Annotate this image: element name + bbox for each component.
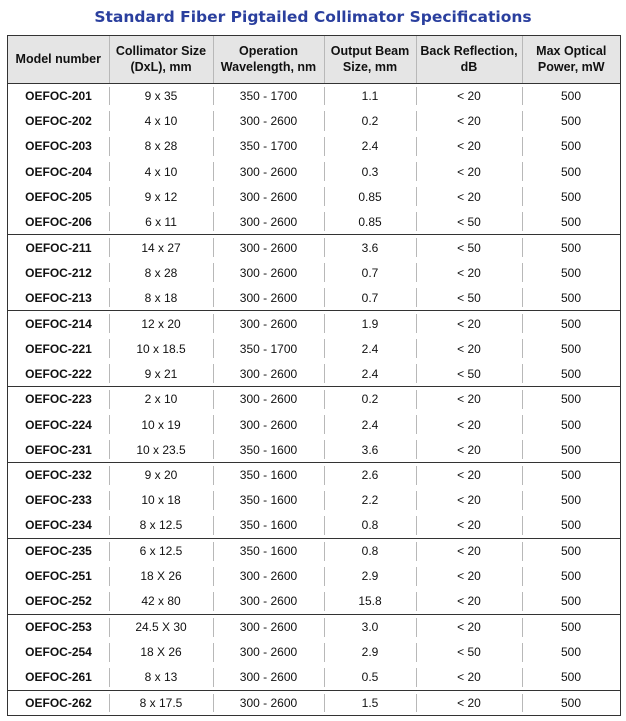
table-header	[8, 36, 620, 83]
collimator-size-cell: 10 x 19	[109, 412, 213, 437]
optical-power-cell: 500	[522, 285, 620, 310]
model-number-cell: OEFOC-262	[25, 696, 92, 711]
header-beam-line1: Output Beam	[330, 44, 410, 59]
optical-power-cell: 500	[522, 235, 620, 260]
wavelength-cell: 300 - 2600	[213, 209, 324, 234]
wavelength-cell: 300 - 2600	[213, 108, 324, 133]
table-row	[8, 134, 620, 159]
table-row	[8, 640, 620, 665]
back-reflection-cell: < 20	[416, 690, 522, 715]
beam-size-cell: 2.4	[324, 412, 416, 437]
model-number-cell: OEFOC-224	[25, 417, 92, 432]
header-wavelength-line2: Wavelength, nm	[220, 60, 317, 75]
model-number-cell: OEFOC-205	[25, 189, 92, 204]
table-row	[8, 614, 620, 639]
wavelength-cell: 300 - 2600	[213, 665, 324, 690]
model-number-cell: OEFOC-202	[25, 113, 92, 128]
back-reflection-cell: < 20	[416, 437, 522, 462]
wavelength-cell: 300 - 2600	[213, 285, 324, 310]
collimator-size-cell: 2 x 10	[109, 387, 213, 412]
specifications-table	[8, 36, 620, 715]
collimator-size-cell: 9 x 20	[109, 462, 213, 487]
optical-power-cell: 500	[522, 336, 620, 361]
collimator-size-cell: 8 x 28	[109, 260, 213, 285]
collimator-size-cell: 8 x 13	[109, 665, 213, 690]
model-number-cell: OEFOC-221	[25, 341, 92, 356]
table-row	[8, 387, 620, 412]
collimator-size-cell: 10 x 18.5	[109, 336, 213, 361]
wavelength-cell: 300 - 2600	[213, 260, 324, 285]
optical-power-cell: 500	[522, 589, 620, 614]
wavelength-cell: 350 - 1700	[213, 134, 324, 159]
table-row	[8, 235, 620, 260]
model-number-cell: OEFOC-254	[25, 645, 92, 660]
model-number-cell: OEFOC-252	[8, 589, 109, 614]
wavelength-cell: 300 - 2600	[213, 387, 324, 412]
beam-size-cell: 2.9	[324, 564, 416, 589]
table-row	[8, 589, 620, 614]
collimator-size-cell: 9 x 21	[109, 361, 213, 386]
collimator-size-cell: 18 X 26	[109, 640, 213, 665]
table-row	[8, 108, 620, 133]
model-number-cell: OEFOC-231	[8, 437, 109, 462]
collimator-size-cell: 12 x 20	[109, 311, 213, 336]
beam-size-cell: 1.5	[324, 690, 416, 715]
optical-power-cell: 500	[522, 564, 620, 589]
model-number-cell: OEFOC-232	[25, 468, 92, 483]
wavelength-cell: 300 - 2600	[213, 311, 324, 336]
header-size-line1: Collimator Size	[115, 44, 207, 59]
model-number-cell: OEFOC-211	[25, 240, 92, 255]
table-row	[8, 665, 620, 690]
table-row	[8, 260, 620, 285]
beam-size-cell: 1.9	[324, 311, 416, 336]
back-reflection-cell: < 50	[416, 640, 522, 665]
beam-size-cell: 0.8	[324, 513, 416, 538]
beam-size-cell: 2.4	[324, 361, 416, 386]
table-row	[8, 184, 620, 209]
optical-power-cell: 500	[522, 513, 620, 538]
beam-size-cell: 2.4	[324, 134, 416, 159]
model-number-cell: OEFOC-212	[25, 265, 92, 280]
optical-power-cell: 500	[522, 209, 620, 234]
beam-size-cell: 1.1	[324, 83, 416, 108]
table-row	[8, 513, 620, 538]
header-back-reflection	[416, 36, 522, 83]
wavelength-cell: 300 - 2600	[213, 159, 324, 184]
back-reflection-cell: < 20	[416, 108, 522, 133]
model-number-cell: OEFOC-201	[25, 88, 92, 103]
collimator-size-cell: 4 x 10	[109, 108, 213, 133]
wavelength-cell: 300 - 2600	[213, 614, 324, 639]
wavelength-cell: 300 - 2600	[213, 589, 324, 614]
optical-power-cell: 500	[522, 83, 620, 108]
beam-size-cell: 2.2	[324, 488, 416, 513]
optical-power-cell: 500	[522, 437, 620, 462]
collimator-size-cell: 14 x 27	[109, 235, 213, 260]
table-row	[8, 412, 620, 437]
header-reflection-line2: dB	[460, 60, 478, 75]
table-row	[8, 488, 620, 513]
header-max-optical-power	[522, 36, 620, 83]
table-row	[8, 690, 620, 715]
collimator-size-cell: 8 x 12.5	[109, 513, 213, 538]
wavelength-cell: 350 - 1600	[213, 488, 324, 513]
collimator-size-cell: 9 x 12	[109, 184, 213, 209]
model-number-cell: OEFOC-233	[25, 493, 92, 508]
optical-power-cell: 500	[522, 462, 620, 487]
collimator-size-cell: 10 x 23.5	[109, 437, 213, 462]
back-reflection-cell: < 20	[416, 564, 522, 589]
header-beam-line2: Size, mm	[342, 60, 398, 75]
back-reflection-cell: < 50	[416, 235, 522, 260]
table-row	[8, 437, 620, 462]
wavelength-cell: 350 - 1600	[213, 437, 324, 462]
beam-size-cell: 3.6	[324, 235, 416, 260]
beam-size-cell: 0.85	[324, 209, 416, 234]
beam-size-cell: 2.4	[324, 336, 416, 361]
collimator-size-cell: 18 X 26	[109, 564, 213, 589]
collimator-size-cell: 8 x 17.5	[109, 690, 213, 715]
wavelength-cell: 300 - 2600	[213, 184, 324, 209]
collimator-size-cell: 10 x 18	[109, 488, 213, 513]
table-body	[8, 83, 620, 715]
back-reflection-cell: < 20	[416, 412, 522, 437]
header-power-line2: Power, mW	[537, 60, 605, 75]
table-row	[8, 361, 620, 386]
collimator-size-cell: 42 x 80	[109, 589, 213, 614]
model-number-cell: OEFOC-222	[8, 361, 109, 386]
model-number-cell: OEFOC-223	[25, 392, 92, 407]
beam-size-cell: 3.0	[324, 614, 416, 639]
beam-size-cell: 0.5	[324, 665, 416, 690]
back-reflection-cell: < 20	[416, 134, 522, 159]
back-reflection-cell: < 20	[416, 311, 522, 336]
back-reflection-cell: < 20	[416, 462, 522, 487]
optical-power-cell: 500	[522, 665, 620, 690]
beam-size-cell: 3.6	[324, 437, 416, 462]
header-model-label: Model number	[15, 52, 101, 67]
wavelength-cell: 300 - 2600	[213, 690, 324, 715]
wavelength-cell: 350 - 1600	[213, 513, 324, 538]
collimator-size-cell: 4 x 10	[109, 159, 213, 184]
optical-power-cell: 500	[522, 690, 620, 715]
back-reflection-cell: < 20	[416, 83, 522, 108]
page-title: Standard Fiber Pigtailed Collimator Specifications	[94, 8, 532, 26]
optical-power-cell: 500	[522, 134, 620, 159]
back-reflection-cell: < 20	[416, 538, 522, 563]
back-reflection-cell: < 50	[416, 209, 522, 234]
table-row	[8, 83, 620, 108]
back-reflection-cell: < 20	[416, 260, 522, 285]
beam-size-cell: 15.8	[324, 589, 416, 614]
model-number-cell: OEFOC-235	[25, 544, 92, 559]
beam-size-cell: 2.9	[324, 640, 416, 665]
back-reflection-cell: < 20	[416, 513, 522, 538]
table-row	[8, 285, 620, 310]
header-output-beam-size	[324, 36, 416, 83]
optical-power-cell: 500	[522, 260, 620, 285]
model-number-cell: OEFOC-204	[25, 164, 92, 179]
specifications-table-container	[7, 35, 621, 716]
table-row	[8, 538, 620, 563]
beam-size-cell: 0.2	[324, 108, 416, 133]
header-power-line1: Max Optical	[536, 44, 607, 59]
optical-power-cell: 500	[522, 159, 620, 184]
wavelength-cell: 300 - 2600	[213, 235, 324, 260]
beam-size-cell: 0.7	[324, 285, 416, 310]
beam-size-cell: 2.6	[324, 462, 416, 487]
optical-power-cell: 500	[522, 640, 620, 665]
optical-power-cell: 500	[522, 311, 620, 336]
back-reflection-cell: < 20	[416, 665, 522, 690]
collimator-size-cell: 6 x 12.5	[109, 538, 213, 563]
optical-power-cell: 500	[522, 488, 620, 513]
beam-size-cell: 0.2	[324, 387, 416, 412]
back-reflection-cell: < 20	[416, 184, 522, 209]
table-row	[8, 564, 620, 589]
table-row	[8, 209, 620, 234]
optical-power-cell: 500	[522, 538, 620, 563]
beam-size-cell: 0.3	[324, 159, 416, 184]
optical-power-cell: 500	[522, 108, 620, 133]
wavelength-cell: 300 - 2600	[213, 412, 324, 437]
wavelength-cell: 350 - 1600	[213, 538, 324, 563]
model-number-cell: OEFOC-251	[25, 569, 92, 584]
collimator-size-cell: 8 x 18	[109, 285, 213, 310]
table-row	[8, 159, 620, 184]
beam-size-cell: 0.7	[324, 260, 416, 285]
wavelength-cell: 300 - 2600	[213, 361, 324, 386]
header-operation-wavelength	[213, 36, 324, 83]
collimator-size-cell: 8 x 28	[109, 134, 213, 159]
back-reflection-cell: < 20	[416, 589, 522, 614]
back-reflection-cell: < 20	[416, 387, 522, 412]
back-reflection-cell: < 20	[416, 488, 522, 513]
back-reflection-cell: < 20	[416, 336, 522, 361]
model-number-cell: OEFOC-253	[25, 620, 92, 635]
model-number-cell: OEFOC-261	[8, 665, 109, 690]
beam-size-cell: 0.85	[324, 184, 416, 209]
model-number-cell: OEFOC-203	[25, 139, 92, 154]
header-row	[8, 36, 620, 83]
wavelength-cell: 350 - 1600	[213, 462, 324, 487]
model-number-cell: OEFOC-214	[25, 316, 92, 331]
optical-power-cell: 500	[522, 361, 620, 386]
collimator-size-cell: 6 x 11	[109, 209, 213, 234]
header-collimator-size	[109, 36, 213, 83]
header-model-number	[8, 36, 109, 83]
optical-power-cell: 500	[522, 184, 620, 209]
back-reflection-cell: < 20	[416, 159, 522, 184]
header-size-line2: (DxL), mm	[130, 60, 192, 75]
beam-size-cell: 0.8	[324, 538, 416, 563]
table-row	[8, 462, 620, 487]
wavelength-cell: 300 - 2600	[213, 564, 324, 589]
table-row	[8, 311, 620, 336]
header-wavelength-line1: Operation	[238, 44, 299, 59]
optical-power-cell: 500	[522, 412, 620, 437]
optical-power-cell: 500	[522, 387, 620, 412]
model-number-cell: OEFOC-206	[8, 209, 109, 234]
wavelength-cell: 300 - 2600	[213, 640, 324, 665]
wavelength-cell: 350 - 1700	[213, 83, 324, 108]
back-reflection-cell: < 50	[416, 361, 522, 386]
back-reflection-cell: < 20	[416, 614, 522, 639]
wavelength-cell: 350 - 1700	[213, 336, 324, 361]
back-reflection-cell: < 50	[416, 285, 522, 310]
model-number-cell: OEFOC-213	[8, 285, 109, 310]
collimator-size-cell: 9 x 35	[109, 83, 213, 108]
collimator-size-cell: 24.5 X 30	[109, 614, 213, 639]
header-reflection-line1: Back Reflection,	[420, 44, 518, 59]
table-row	[8, 336, 620, 361]
optical-power-cell: 500	[522, 614, 620, 639]
model-number-cell: OEFOC-234	[8, 513, 109, 538]
